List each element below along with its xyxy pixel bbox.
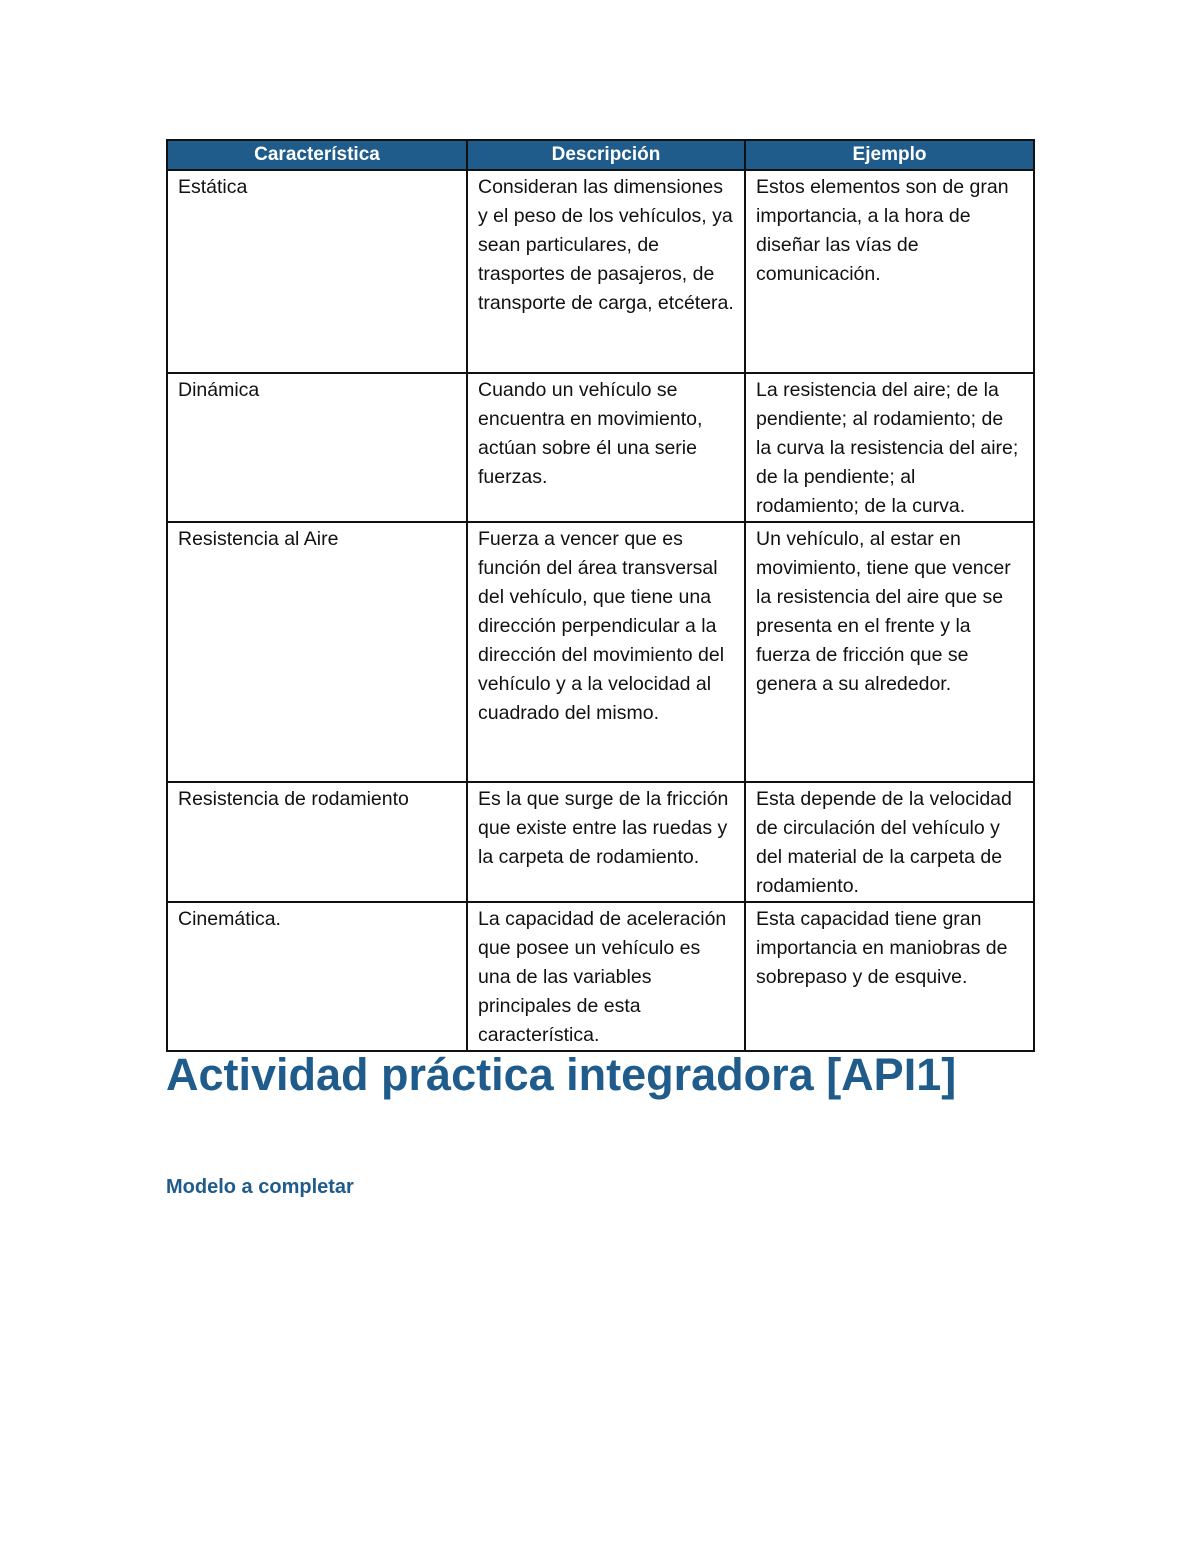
feature-cell: Resistencia de rodamiento	[167, 782, 467, 902]
activity-title: Actividad práctica integradora [API1]	[166, 1049, 957, 1100]
description-cell: Es la que surge de la fricción que existe entre las ruedas y la carpeta de rodamiento.	[467, 782, 745, 902]
table-row	[167, 902, 1034, 1051]
feature-cell: Estática	[167, 170, 467, 373]
description-cell: La capacidad de aceleración que posee un vehículo es una de las variables principales de esta característica.	[467, 902, 745, 1051]
feature-cell: Dinámica	[167, 373, 467, 522]
table-header-row	[167, 140, 1034, 170]
example-cell: Esta depende de la velocidad de circulación del vehículo y del material de la carpeta de rodamiento.	[745, 782, 1034, 902]
header-characteristic: Característica	[167, 140, 467, 170]
table-row	[167, 522, 1034, 782]
description-cell: Fuerza a vencer que es función del área transversal del vehículo, que tiene una dirección perpendicular a la dirección del movimiento del vehículo y a la velocidad al cuadrado del mismo.	[467, 522, 745, 782]
header-description: Descripción	[467, 140, 745, 170]
description-cell: Cuando un vehículo se encuentra en movimiento, actúan sobre él una serie fuerzas.	[467, 373, 745, 522]
table-row	[167, 782, 1034, 902]
table-row	[167, 373, 1034, 522]
example-cell: Estos elementos son de gran importancia, a la hora de diseñar las vías de comunicación.	[745, 170, 1034, 373]
description-cell: Consideran las dimensiones y el peso de los vehículos, ya sean particulares, de trasportes de pasajeros, de transporte de carga, etcétera.	[467, 170, 745, 373]
example-cell: La resistencia del aire; de la pendiente; al rodamiento; de la curva la resistencia del aire; de la pendiente; al rodamiento; de la curva.	[745, 373, 1034, 522]
example-cell: Esta capacidad tiene gran importancia en maniobras de sobrepaso y de esquive.	[745, 902, 1034, 1051]
table-row	[167, 170, 1034, 373]
feature-cell: Cinemática.	[167, 902, 467, 1051]
example-cell: Un vehículo, al estar en movimiento, tiene que vencer la resistencia del aire que se presenta en el frente y la fuerza de fricción que se genera a su alrededor.	[745, 522, 1034, 782]
feature-cell: Resistencia al Aire	[167, 522, 467, 782]
characteristics-table	[166, 139, 1035, 1052]
header-example: Ejemplo	[745, 140, 1034, 170]
activity-subtitle: Modelo a completar	[166, 1176, 354, 1198]
